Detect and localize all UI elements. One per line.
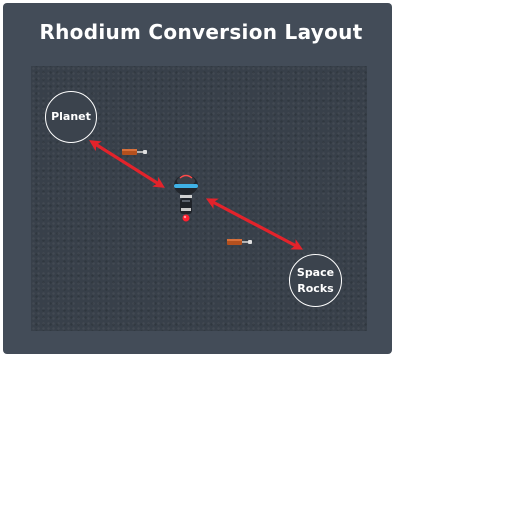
space-rocks-node[interactable] <box>289 254 342 307</box>
layout-title: Rhodium Conversion Layout <box>39 20 363 44</box>
planet-label: Planet <box>51 110 91 123</box>
rhodium-converter-icon[interactable] <box>174 175 198 222</box>
planet-converter-arrow <box>92 142 162 186</box>
rhodium-item-icon <box>227 239 252 245</box>
space-rocks-label: Space Rocks <box>296 265 335 295</box>
rhodium-item-icon <box>122 149 147 155</box>
converter-rocks-arrow <box>209 200 300 248</box>
planet-node[interactable] <box>45 91 97 143</box>
